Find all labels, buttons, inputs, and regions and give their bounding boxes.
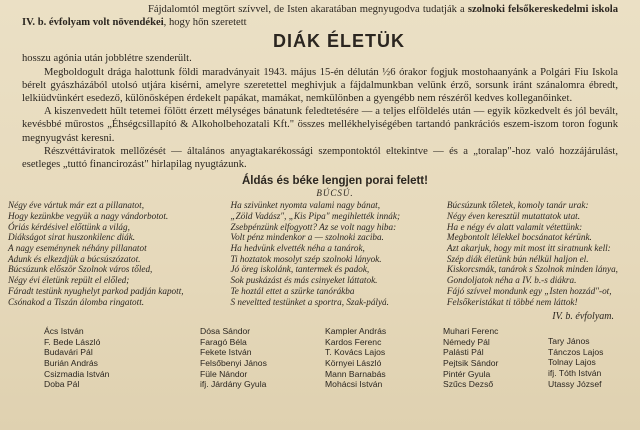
poem-line: „Zöld Vadász", „Kis Pipa" megihlették innák;: [230, 210, 400, 221]
names-column-2: [200, 326, 325, 390]
student-name: Mann Barnabás: [325, 368, 386, 379]
student-name: Pintér Gyula: [443, 368, 491, 379]
student-name: Budavári Pál: [44, 347, 93, 358]
poem-line: Csónakod a Tiszán álomba ringatott.: [8, 296, 145, 307]
student-name: Csizmadia István: [44, 368, 110, 379]
poem-line: Gondoljatok néha a IV. b.-s diákra.: [446, 275, 577, 286]
poem-line: Kiskorcsmák, tanárok s Szolnok minden lánya,: [446, 264, 618, 275]
names-column-3: [325, 326, 443, 390]
student-name: Tolnay Lajos: [548, 357, 596, 368]
poem-line: Szép diák életünk bún nélkül haljon el.: [446, 253, 589, 264]
poem-title: BÚCSÚ.: [316, 188, 354, 199]
student-name: Faragó Béla: [200, 336, 247, 347]
signature: IV. b. évfolyam.: [552, 311, 614, 323]
poem-line: Ha e négy év alatt valamit vétettünk:: [446, 221, 583, 232]
student-name: Mohácsi István: [325, 379, 383, 390]
student-name: Pejtsik Sándor: [443, 358, 499, 369]
student-name: Tary János: [548, 336, 590, 347]
student-name: Utassy József: [548, 378, 602, 389]
student-name: Palásti Pál: [443, 347, 484, 358]
poem-line: Jó öreg iskolánk, tantermek és padok,: [230, 264, 370, 275]
names-column-1: [10, 326, 200, 390]
student-name: ifj. Tóth István: [548, 368, 602, 379]
paragraph-1: hosszu agónia után jobblétre szenderült.: [22, 53, 192, 65]
paragraph-4: Részvéttáviratok mellőzését — általános anyagtakarékossági szempontoktól eltekintve — és a „toralap"-hoz való hozzájárulást, esetleges „tuttó financirozást" hirlapilag nyugtázunk.: [22, 145, 618, 171]
student-name: Burián András: [44, 358, 98, 369]
intro-text-2: , hogy hőn szeretett: [163, 17, 247, 29]
paragraph-2: Megboldogult drága halottunk földi maradványait 1943. május 15-én délután ½6 órakor fogjuk mostohaanyánk a Polgári Fiu Iskola bérelt gyászházából utolsó utjára kisérni, amelyre szeretettel meghivjuk a fájdalmunkban velünk érző, sorsunk iránt szánalomra ébredt, lelkiüdvünkért esedező, különösképen érdekelt papákat, mamákat, nemkülönben a gyengébb nem részéről kedves kolleganőinket.: [22, 66, 618, 105]
student-name: Némedy Pál: [443, 336, 490, 347]
student-name: Kampler András: [325, 326, 387, 337]
poem-line: Sok puskázást és más csinyeket láttatok.: [230, 275, 378, 286]
page-title: DIÁK ÉLETÜK: [273, 31, 405, 52]
poem-line: A nagy eseménynek néhány pillanatot: [8, 243, 147, 254]
student-name: ifj. Járdány Gyula: [200, 379, 267, 390]
poem-line: Volt pénz mindenkor a — szolnoki zaciba.: [230, 232, 384, 243]
poem-line: Óriás kérdésivel előttünk a világ,: [8, 221, 130, 232]
poem-line: Ha hedvünk elvették néha a tanárok,: [230, 243, 365, 254]
poem-line: Hogy kezünkbe vegyük a nagy vándorbotot.: [8, 210, 169, 221]
poem-line: Búcsúzunk tőletek, komoly tanár urak:: [446, 200, 589, 211]
student-name: Muhari Ferenc: [443, 326, 499, 337]
intro-paragraph: [22, 3, 618, 29]
names-column-5: [548, 326, 603, 390]
student-names: [10, 326, 618, 390]
poem-line: S neveltted testünket a sportra, Szak-pályá.: [230, 296, 389, 307]
student-name: Füle Nándor: [200, 368, 248, 379]
student-name: Tánczos Lajos: [548, 346, 604, 357]
intro-bold-text: szolnoki felsőkereskedelmi iskola IV. b. évfolyam volt növendékei: [22, 4, 618, 29]
student-name: Szűcs Dezső: [443, 379, 494, 390]
poem-line: Zsebpénzünk elfogyott? Az se volt nagy hiba:: [230, 221, 397, 232]
poem-line: Négy éven keresztül mutattatok utat.: [446, 210, 581, 221]
student-name: F. Bede László: [44, 336, 101, 347]
poem-line: Ti hoztatok mosolyt szép szolnoki lányok.: [230, 253, 382, 264]
paragraph-3: A kiszenvedett hült tetemei fölött érzett mélységes bánatunk feledtetésére — a teljes elföldelés után — egyik közkedvelt és jól bevált, kevésbbé műrostos „Éhségcsillapító & Alkoholbehozatali Kft." összes mellékhelyiségében tartandó pankrációs eszem-iszom toron fogunk megnyugvást keresni.: [22, 106, 618, 144]
poem-line: Négy éve vártuk már ezt a pillanatot,: [8, 200, 144, 211]
student-name: Felsőbenyi János: [200, 358, 267, 369]
student-name: Kardos Ferenc: [325, 336, 382, 347]
student-name: T. Kovács Lajos: [325, 347, 386, 358]
poem-line: Négy évi életünk repült el előled;: [8, 275, 130, 286]
blessing-line: Áldás és béke lengjen porai felett!: [242, 175, 428, 188]
poem-line: Fáradt testünk nyughelyt parkod padján kapott,: [8, 285, 184, 296]
poem-column-2: [230, 200, 400, 307]
intro-text-1: Fájdalomtól megtört szívvel, de Isten akaratában megnyugodva tudatják a: [148, 4, 468, 15]
poem-line: Fájó szívvel mondunk egy „Isten hozzád"-ot,: [446, 285, 612, 296]
poem-column-3: [447, 200, 618, 307]
student-name: Környei László: [325, 358, 382, 369]
student-name: Fekete István: [200, 347, 252, 358]
poem-line: Ha szivünket nyomta valami nagy bánat,: [230, 200, 381, 211]
poem-line: Felsőkeristákat ti többé nem láttok!: [446, 296, 578, 307]
poem-line: Diákságot sirat huszonkilenc diák.: [8, 232, 136, 243]
poem-column-1: [8, 200, 184, 307]
poem-line: Megbontolt lélekkel bocsánatot kérünk.: [446, 232, 592, 243]
poem-line: Azt akarjuk, hogy mit most itt siratnunk kell:: [446, 243, 611, 254]
student-name: Dósa Sándor: [200, 326, 251, 337]
student-name: Doba Pál: [44, 379, 80, 390]
poem-line: Te hoztál ettet a szürke tanórákba: [230, 285, 355, 296]
student-name: Ács István: [44, 326, 84, 337]
poem-line: Búcsúzunk először Szolnok város tőled,: [8, 264, 153, 275]
farewell-poem: [8, 200, 618, 307]
names-column-4: [443, 326, 548, 390]
poem-line: Adunk és elkezdjük a búcsúszózatot.: [8, 253, 141, 264]
